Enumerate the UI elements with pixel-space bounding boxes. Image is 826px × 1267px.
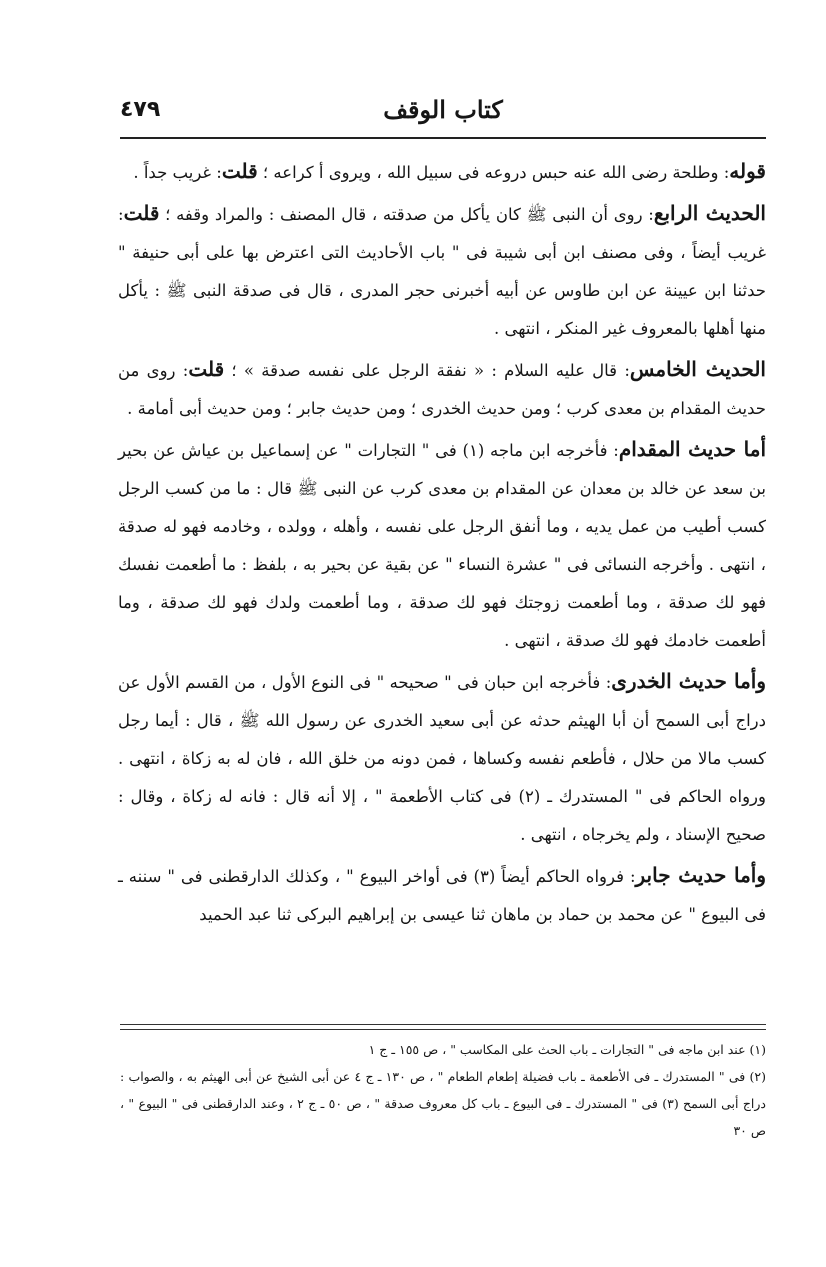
paragraph-text: : فرواه الحاكم أيضاً (٣) فى أواخر البيوع " ، وكذلك الدارقطنى فى " سننه ـ فى البيوع " عن محمد بن حماد بن ماهان ثنا عيسى بن إبراهيم البركى ثنا عبد الحميد bbox=[118, 867, 766, 924]
paragraph-text: : وطلحة رضى الله عنه حبس دروعه فى سبيل الله ، ويروى أ كراعه ؛ bbox=[257, 163, 730, 182]
paragraph bbox=[118, 662, 766, 854]
paragraph-lead: وأما حديث جابر bbox=[635, 863, 767, 887]
footnotes bbox=[120, 1036, 766, 1144]
paragraph-lead: الحديث الرابع bbox=[653, 201, 766, 225]
qultu-keyword: قلت bbox=[221, 159, 258, 183]
paragraph bbox=[118, 350, 766, 428]
footnote: (١) عند ابن ماجه فى " التجارات ـ باب الحث على المكاسب " ، ص ١٥٥ ـ ج ١ bbox=[368, 1042, 766, 1057]
paragraph bbox=[118, 194, 766, 348]
paragraph-lead: الحديث الخامس bbox=[629, 357, 766, 381]
main-text bbox=[118, 152, 766, 936]
paragraph-text: : فأخرجه ابن ماجه (١) فى " التجارات " عن إسماعيل بن عياش عن بحير بن سعد عن خالد بن معدان عن المقدام بن معدى كرب عن النبى ﷺ قال : ما من كسب الرجل كسب أطيب من عمل يديه ، وما أنفق الرجل على نفسه ، وأهله ، وولده ، وخادمه فهو له صدقة ، انتهى . وأخرجه النسائى فى " عشرة النساء " عن بقية عن بحير به ، بلفظ : ما أطعمت نفسك فهو لك صدقة ، وما أطعمت زوجتك فهو لك صدقة ، وما أطعمت ولدك فهو لك صدقة ، وما أطعمت خادمك فهو لك صدقة ، انتهى . bbox=[118, 441, 766, 650]
paragraph-lead: أما حديث المقدام bbox=[618, 437, 767, 461]
paragraph-text: : روى أن النبى ﷺ كان يأكل من صدقته ، قال المصنف : والمراد وقفه ؛ bbox=[159, 205, 654, 224]
paragraph-tail: : غريب جداً . bbox=[133, 163, 222, 182]
footnote-separator bbox=[120, 1024, 766, 1030]
page-number: ٤٧٩ bbox=[120, 97, 161, 122]
paragraph bbox=[118, 856, 766, 934]
footnote: (٢) فى " المستدرك ـ فى الأطعمة ـ باب فضيلة إطعام الطعام " ، ص ١٣٠ ـ ج ٤ عن أبى الشيخ عن أبى الهيثم به ، والصواب : دراج أبى السمح (٣) فى " المستدرك ـ فى البيوع ـ باب كل معروف صدقة " ، ص ٥٠ ـ ج ٢ ، وعند الدارقطنى فى " البيوع " ، ص ٣٠ bbox=[120, 1069, 767, 1138]
paragraph-text: : قال عليه السلام : « نفقة الرجل على نفسه صدقة » ؛ bbox=[224, 361, 630, 380]
paragraph-lead: وأما حديث الخدرى bbox=[611, 669, 766, 693]
running-header bbox=[120, 95, 766, 135]
paragraph bbox=[118, 152, 766, 192]
paragraph-tail: : روى من حديث المقدام بن معدى كرب ؛ ومن حديث الخدرى ؛ ومن حديث جابر ؛ ومن حديث أبى أمامة . bbox=[118, 361, 766, 418]
qultu-keyword: قلت bbox=[123, 201, 160, 225]
header-rule bbox=[120, 137, 766, 139]
paragraph-lead: قوله bbox=[729, 159, 766, 183]
paragraph bbox=[118, 430, 766, 660]
chapter-title: كتاب الوقف bbox=[383, 95, 503, 124]
qultu-keyword: قلت bbox=[188, 357, 225, 381]
paragraph-tail: : غريب أيضاً ، وفى مصنف ابن أبى شيبة فى " باب الأحاديث التى اعترض بها على أبى حنيفة " حدثنا ابن عيينة عن ابن طاوس عن أبيه أخبرنى حجر المدرى ، قال فى صدقة النبى ﷺ : يأكل منها أهلها بالمعروف غير المنكر ، انتهى . bbox=[118, 205, 766, 338]
paragraph-text: : فأخرجه ابن حبان فى " صحيحه " فى النوع الأول ، من القسم الأول عن دراج أبى السمح أن أبا الهيثم حدثه عن أبى سعيد الخدرى عن رسول الله ﷺ ، قال : أيما رجل كسب مالا من حلال ، فأطعم نفسه وكساها ، فمن دونه من خلق الله ، فان له به زكاة ، انتهى . ورواه الحاكم فى " المستدرك ـ (٢) فى كتاب الأطعمة " ، إلا أنه قال : فانه له زكاة ، وقال : صحيح الإسناد ، ولم يخرجاه ، انتهى . bbox=[118, 673, 766, 844]
